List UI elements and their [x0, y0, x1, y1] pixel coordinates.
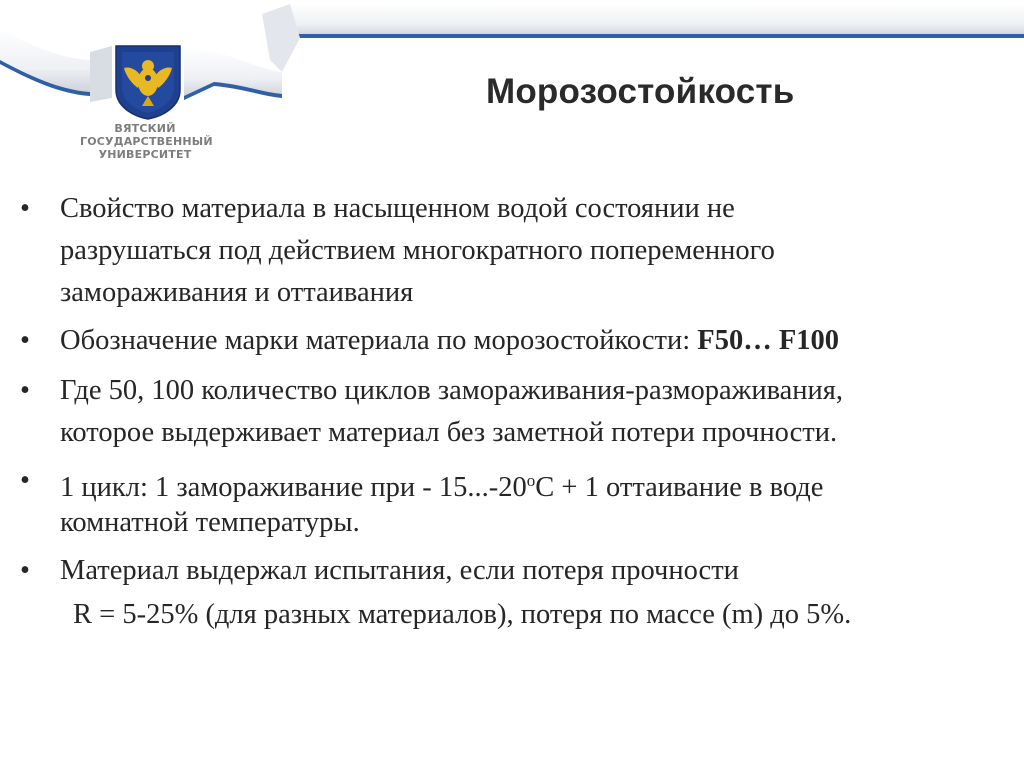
bullet-marker: • [20, 465, 30, 496]
bullet-text-part: Обозначение марки материала по морозостойкости: [60, 325, 698, 356]
frost-grade-range: F50… F100 [697, 325, 839, 356]
bullet-text-part: С + 1 оттаивание в воде [535, 472, 824, 503]
degree-sign: о [526, 471, 536, 490]
bullet-text: Материал выдержал испытания, если потеря прочности [60, 555, 739, 586]
university-name [80, 122, 213, 161]
bullet-text: Где 50, 100 количество циклов замораживания-размораживания, [60, 375, 844, 406]
bullet-text: разрушаться под действием многократного попеременного [60, 235, 775, 266]
bullet-text-part: 1 цикл: 1 замораживание при - 15...-20 [60, 472, 527, 503]
university-name-line: ГОСУДАРСТВЕННЫЙ [80, 135, 213, 148]
bullet-marker: • [20, 555, 30, 586]
bullet-text: замораживания и оттаивания [60, 277, 414, 308]
bullet-text: R = 5-25% (для разных материалов), потеря по массе (m) до 5%. [73, 599, 852, 630]
bullet-marker: • [20, 325, 30, 356]
university-name-line: УНИВЕРСИТЕТ [98, 148, 192, 161]
bullet-text: которое выдерживает материал без заметной потери прочности. [60, 417, 838, 448]
bullet-text: Свойство материала в насыщенном водой состоянии не [60, 193, 735, 224]
bullet-text: комнатной температуры. [60, 507, 360, 538]
bullet-text [60, 460, 1010, 508]
bullet-marker: • [20, 193, 30, 224]
university-crest-logo [112, 44, 184, 120]
slide-title: Морозостойкость [486, 72, 795, 111]
bullet-marker: • [20, 375, 30, 406]
bullet-text [60, 320, 1010, 361]
university-name-line: ВЯТСКИЙ [114, 122, 176, 135]
